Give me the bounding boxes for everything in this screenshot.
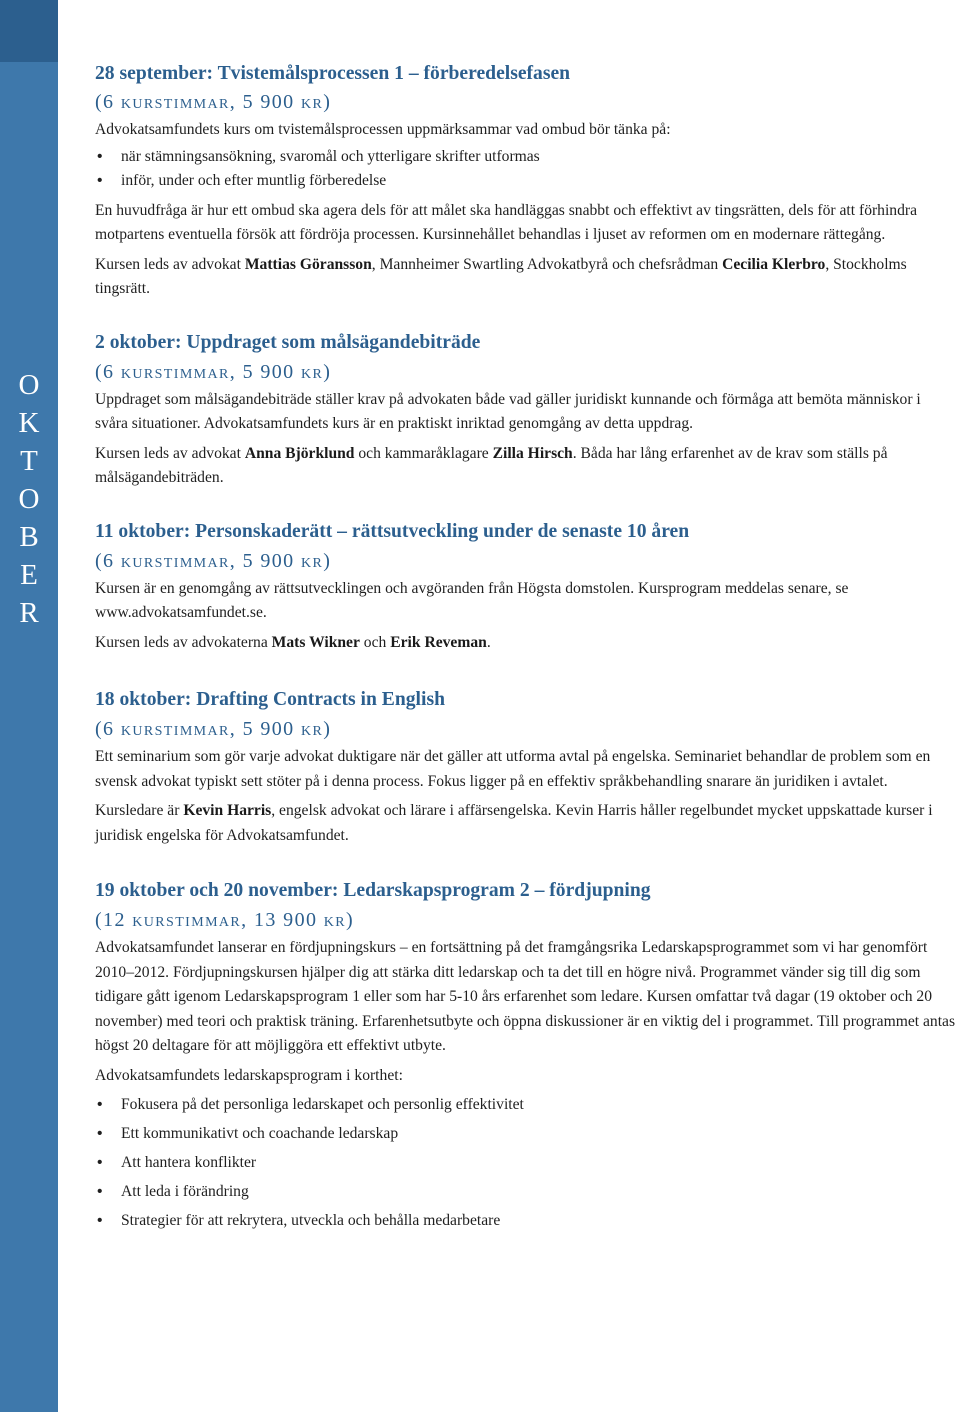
list-item: • Att hantera konflikter: [95, 1148, 957, 1177]
sidebar: [0, 0, 58, 1412]
month-letter: K: [18, 407, 40, 439]
leader-name: Mats Wikner: [271, 633, 360, 651]
course-title: 19 oktober och 20 november: Ledarskapsprogram 2 – fördjupning: [95, 880, 651, 901]
course-leaders: Kursledare är Kevin Harris, engelsk advokat och lärare i affärsengelska. Kevin Harris håller regelbundet mycket uppskattade kurser i juridisk engelska för Advokatsamfundet.: [95, 802, 933, 844]
leader-name: Anna Björklund: [244, 444, 355, 462]
course-section: [95, 517, 957, 656]
leader-name: Erik Reveman: [390, 633, 487, 651]
course-section: [95, 876, 957, 1235]
list-item: • när stämningsansökning, svaromål och ytterligare skrifter utformas: [95, 145, 957, 170]
course-title: 11 oktober: Personskaderätt – rättsutveckling under de senaste 10 åren: [95, 520, 690, 542]
month-letter: O: [18, 483, 40, 515]
month-letter: O: [18, 369, 40, 401]
list-item: • Strategier för att rekrytera, utveckla och behålla medarbetare: [95, 1206, 957, 1235]
course-description: Uppdraget som målsägandebiträde ställer krav på advokaten både vad gäller juridiskt kunnande och förmåga att bemöta människor i svåra situationer. Advokatsamfundets kurs är en praktiskt inriktad genomgång av detta uppdrag.: [95, 390, 921, 432]
course-leaders: Kursen leds av advokat Anna Björklund och kammaråklagare Zilla Hirsch. Båda har lång erfarenhet av de krav som ställs på målsägandebiträden.: [95, 444, 888, 486]
sidebar-header-block: [0, 0, 58, 62]
month-letter: B: [19, 521, 39, 553]
month-letter: E: [20, 559, 38, 591]
list-item: • inför, under och efter muntlig förberedelse: [95, 169, 957, 194]
month-letter: R: [19, 597, 39, 629]
course-list: [95, 60, 957, 1265]
course-price: (12 kurstimmar, 13 900 kr): [95, 909, 355, 931]
leader-name: Cecilia Klerbro: [722, 255, 826, 273]
course-title: 2 oktober: Uppdraget som målsägandebiträde: [95, 331, 481, 353]
list-item: • Att leda i förändring: [95, 1177, 957, 1206]
course-leaders: Kursen leds av advokat Mattias Göransson, Mannheimer Swartling Advokatbyrå och chefsrådman Cecilia Klerbro, Stockholms tingsrätt.: [95, 255, 907, 297]
course-description: Ett seminarium som gör varje advokat duktigare när det gäller att utforma avtal på engelska. Seminariet behandlar de problem som en svensk advokat typiskt sett stöter på i denna process. Fokus ligger på en effektiv språkbehandling snarare än juridiken i avtalet.: [95, 748, 931, 790]
month-label-vertical: [0, 366, 58, 632]
course-section: [95, 685, 957, 848]
course-description: Kursen är en genomgång av rättsutvecklingen och avgöranden från Högsta domstolen. Kursprogram meddelas senare, se www.advokatsamfundet.se.: [95, 579, 849, 621]
month-letter: T: [20, 445, 38, 477]
course-leaders: Kursen leds av advokaterna Mats Wikner och Erik Reveman.: [95, 633, 491, 651]
leader-name: Kevin Harris: [183, 802, 272, 819]
course-summary-intro: Advokatsamfundets ledarskapsprogram i korthet:: [95, 1066, 403, 1084]
course-description: En huvudfråga är hur ett ombud ska agera dels för att målet ska handläggas snabbt och effektivt av tingsrätten, dels för att förhindra motpartens eventuella försök att fördröja processen. Kursinnehållet behandlas i ljuset av reformen om en modernare rättegång.: [95, 201, 918, 243]
leader-name: Zilla Hirsch: [492, 444, 573, 462]
course-description: Advokatsamfundet lanserar en fördjupningskurs – en fortsättning på det framgångsrika Ledarskapsprogrammet som vi har genomfört 2010–2012. Fördjupningskursen hjälper dig att stärka ditt ledarskap och ta det till en högre nivå. Programmet vänder sig till dig som tidigare gått igenom Ledarskapsprogram 1 eller som har 5-10 års erfarenhet som ledare. Kursen omfattar två dagar (19 oktober och 20 november) med teori och praktisk träning. Erfarenhetsutbyte och öppna diskussioner är en viktig del i programmet. Till programmet antas högst 20 deltagare för att möjliggöra ett effektivt utbyte.: [95, 939, 956, 1054]
list-item: • Fokusera på det personliga ledarskapet och personlig effektivitet: [95, 1090, 957, 1119]
course-section: [95, 328, 957, 491]
list-item: • Ett kommunikativt och coachande ledarskap: [95, 1119, 957, 1148]
course-price: (6 kurstimmar, 5 900 kr): [95, 91, 332, 113]
course-price: (6 kurstimmar, 5 900 kr): [95, 718, 332, 740]
course-title: 18 oktober: Drafting Contracts in English: [95, 689, 445, 710]
course-bullet-list: [95, 145, 957, 194]
course-price: (6 kurstimmar, 5 900 kr): [95, 549, 332, 572]
course-price: (6 kurstimmar, 5 900 kr): [95, 360, 332, 383]
course-section: [95, 60, 957, 302]
leader-name: Mattias Göransson: [244, 255, 372, 273]
course-bullet-list: [95, 1090, 957, 1235]
course-intro: Advokatsamfundets kurs om tvistemålsprocessen uppmärksammar vad ombud bör tänka på:: [95, 121, 671, 138]
course-title: 28 september: Tvistemålsprocessen 1 – förberedelsefasen: [95, 63, 571, 84]
